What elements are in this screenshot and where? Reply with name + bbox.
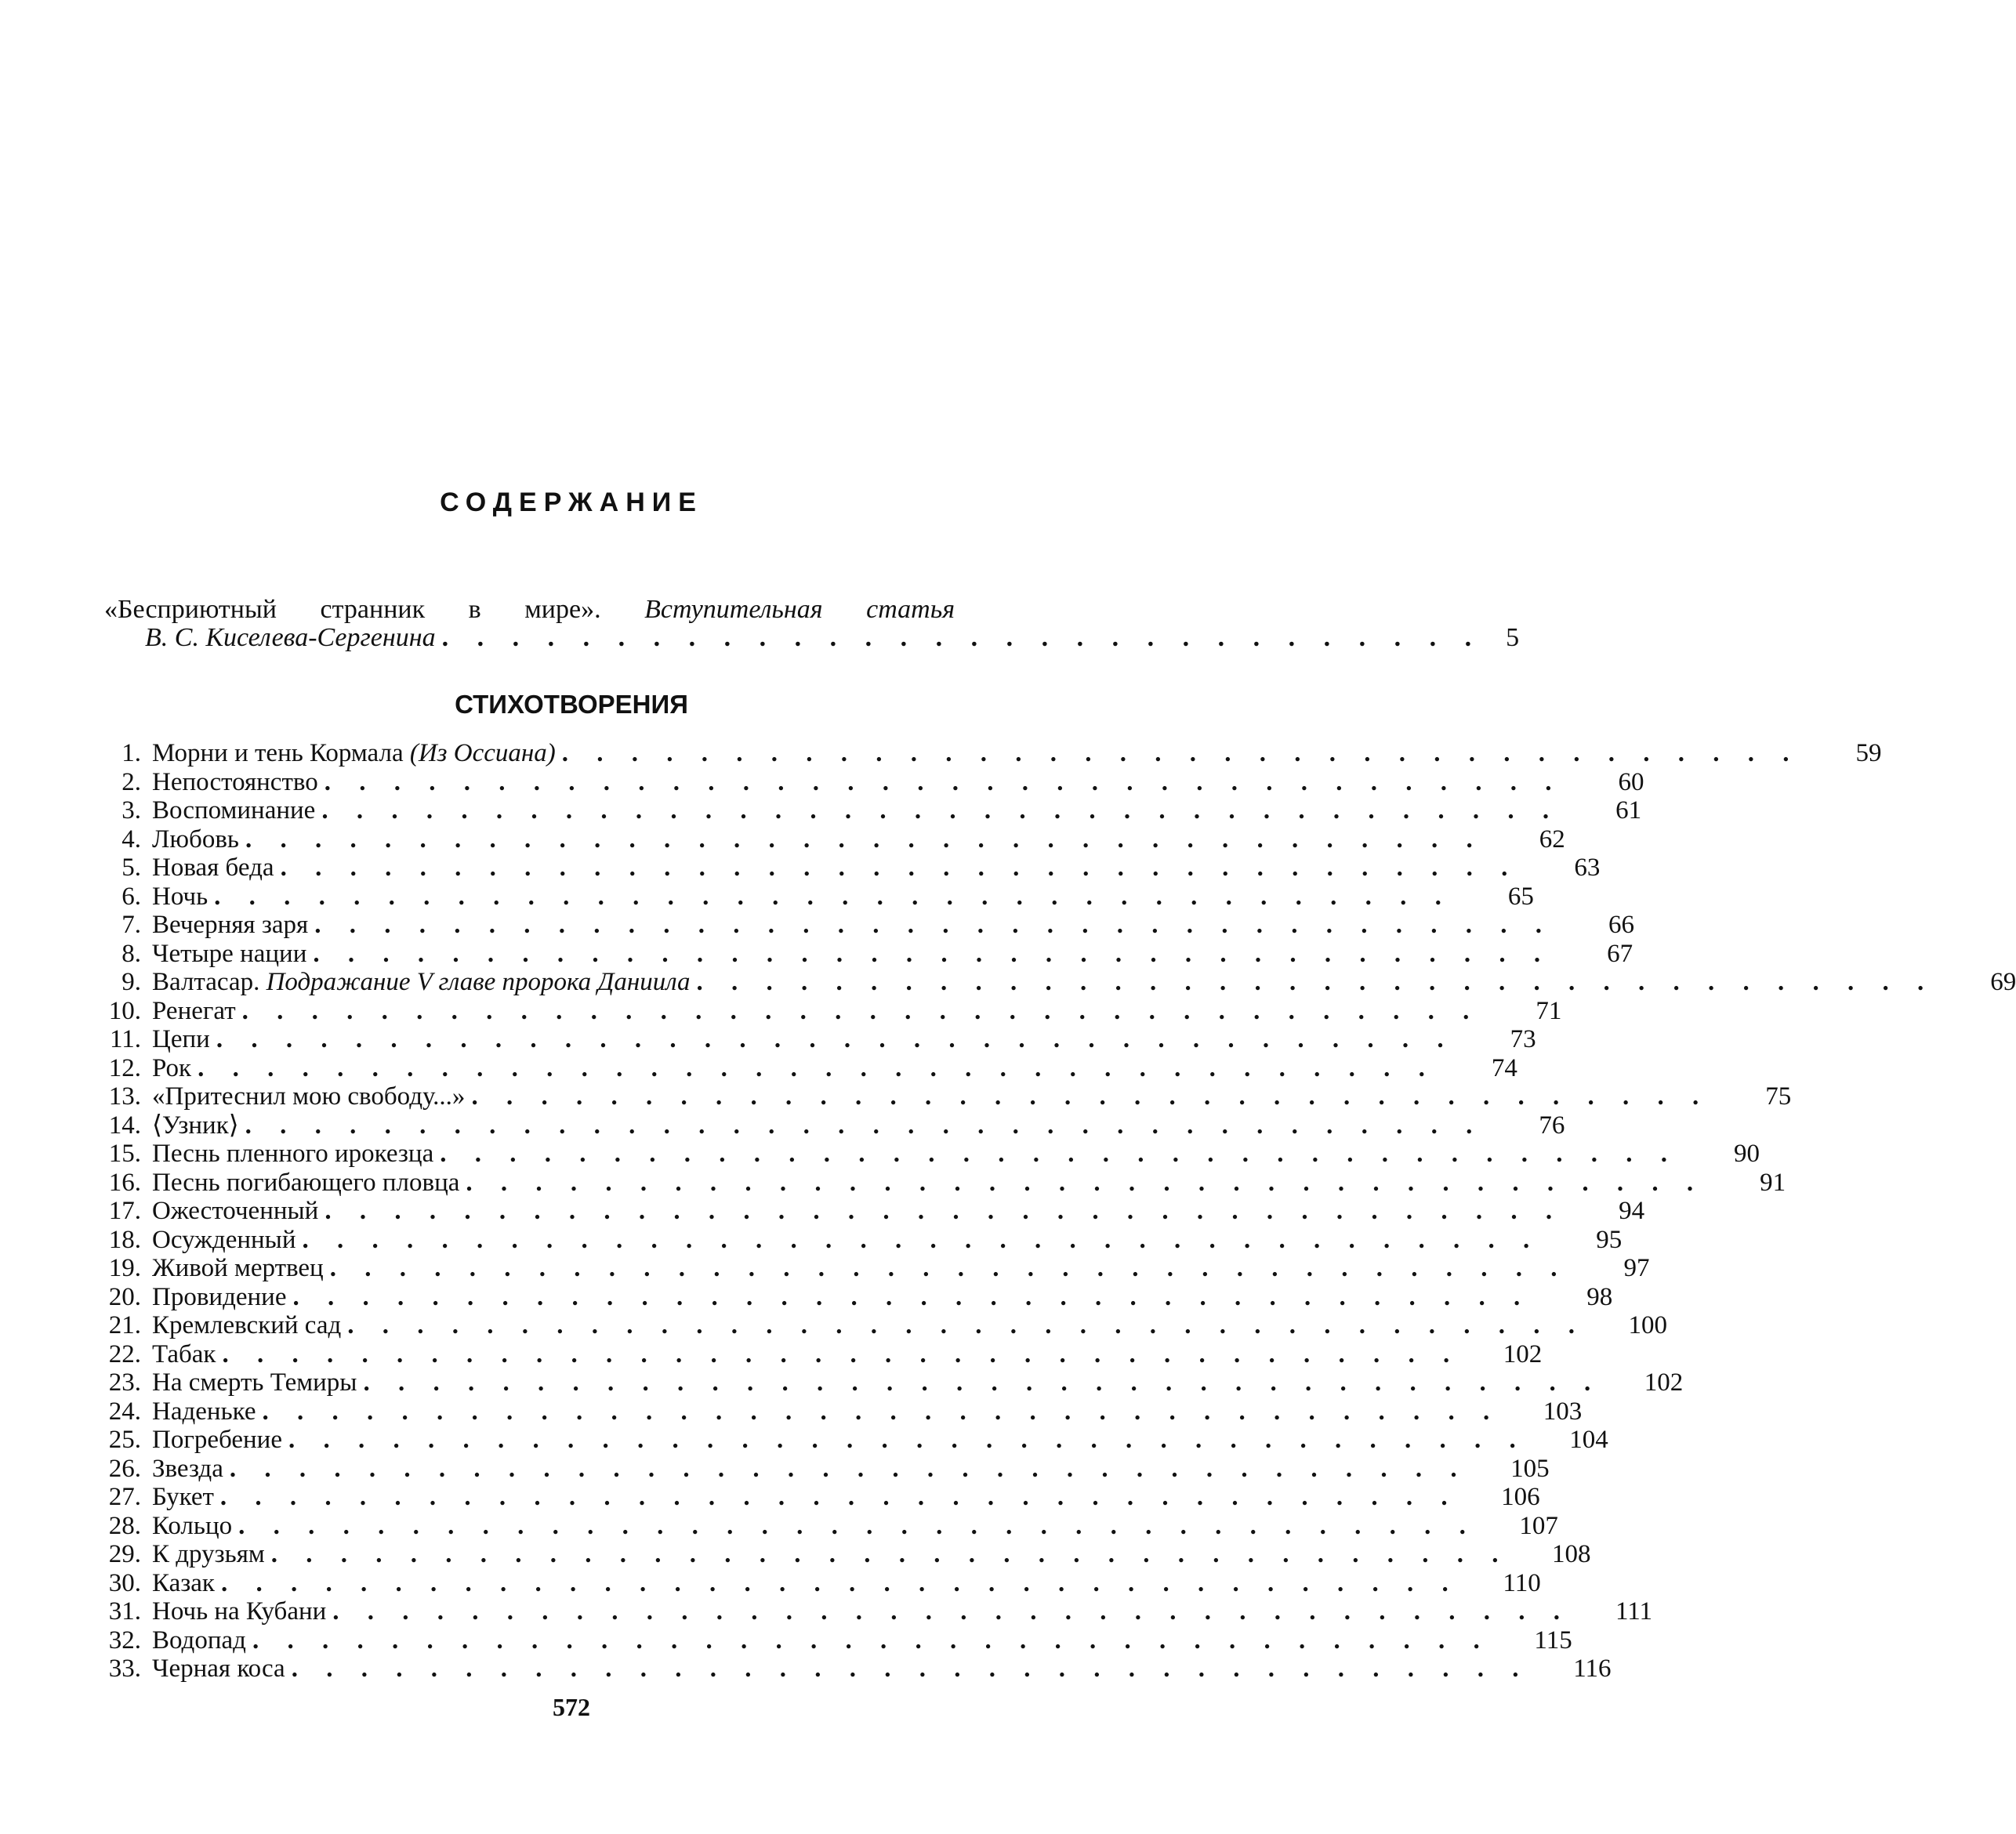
entry-page-number: 95 [1596, 1225, 1623, 1254]
dot-leader: . . . . . . . . . . . . . . . . . . . . . . . . . . . . . . . . . . . . [561, 739, 1800, 767]
entry-title-text: Казак [152, 1568, 215, 1597]
entry-page-number: 102 [1644, 1368, 1684, 1397]
dot-leader: . . . . . . . . . . . . . . . . . . . . . . . . . . . . . . . . . . . . [466, 1168, 1705, 1197]
entry-number: 17. [108, 1197, 141, 1225]
dot-leader: . . . . . . . . . . . . . . . . . . . . . . . . . . . . . . . . . . . . [214, 882, 1452, 911]
entry-page-number: 105 [1510, 1454, 1550, 1483]
entry-title-text: Погребение [152, 1426, 282, 1454]
entry-title-text: Любовь [152, 825, 239, 854]
entry-page-number: 98 [1586, 1282, 1613, 1311]
entry-number: 18. [108, 1225, 141, 1254]
intro-word: странник [320, 595, 426, 624]
dot-leader: . . . . . . . . . . . . . . . . . . . . . . . . . . . . . . . . . . . . [313, 939, 1552, 968]
entry-page-number: 103 [1543, 1397, 1583, 1426]
dot-leader: . . . . . . . . . . . . . . . . . . . . . . . . . . . . . . . . . . . . [291, 1655, 1530, 1683]
entry-title [152, 854, 274, 883]
entry-number: 7. [121, 911, 141, 939]
dot-leader: . . . . . . . . . . . . . . . . . . . . . . . . . . . . . . . . . . . . [292, 1282, 1532, 1311]
toc-entry [86, 767, 1644, 797]
dot-leader: . . . . . . . . . . . . . . . . . . . . . . . . . . . . . . . . . . . . [321, 796, 1561, 825]
entry-number: 10. [108, 996, 141, 1025]
toc-entry [86, 1254, 1650, 1283]
dot-leader: . . . . . . . . . . . . . . . . . . . . . . . . . . . . . . [441, 623, 1483, 652]
entry-page-number: 102 [1503, 1339, 1543, 1368]
entry-number: 1. [121, 739, 141, 767]
entry-title-text: Песнь пленного ирокезца [152, 1140, 434, 1168]
dot-leader: . . . . . . . . . . . . . . . . . . . . . . . . . . . . . . . . . . . . [324, 767, 1563, 796]
intro-word: Вступительная [644, 595, 823, 624]
entry-page-number: 111 [1615, 1597, 1653, 1626]
entry-number: 14. [108, 1111, 141, 1140]
dot-leader: . . . . . . . . . . . . . . . . . . . . . . . . . . . . . . . . . . . . [288, 1426, 1527, 1454]
entry-title [152, 1169, 459, 1198]
toc-entry [86, 825, 1565, 854]
entry-title-text: Ожесточенный [152, 1197, 319, 1225]
entry-title [152, 1569, 215, 1598]
intro-word: в [468, 595, 481, 624]
toc-entry [86, 1540, 1591, 1569]
entry-title [152, 883, 208, 912]
entry-page-number: 94 [1619, 1197, 1645, 1225]
entry-title-text: Ренегат [152, 996, 236, 1025]
entry-title [152, 1597, 326, 1626]
toc-entry [86, 1368, 1684, 1397]
entry-title-text: Ночь на Кубани [152, 1597, 327, 1626]
entry-title [152, 1340, 216, 1369]
toc-entry [86, 1626, 1572, 1655]
entry-title [152, 739, 556, 768]
dot-leader: . . . . . . . . . . . . . . . . . . . . . . . . . . . . . . . . . . . . [241, 996, 1481, 1025]
entry-page-number: 76 [1539, 1111, 1565, 1140]
entry-page-number: 75 [1765, 1082, 1792, 1111]
entry-title-text: Осужденный [152, 1225, 296, 1254]
entry-title-text: Рок [152, 1053, 192, 1082]
entry-number: 9. [121, 968, 141, 996]
toc-entry [86, 1197, 1645, 1226]
entry-number: 11. [109, 1025, 141, 1053]
intro-page-number: 5 [1506, 623, 1520, 652]
entry-title-text: Непостоянство [152, 767, 318, 796]
toc-entry [86, 1168, 1786, 1198]
entry-page-number: 108 [1552, 1540, 1591, 1568]
entry-page-number: 66 [1608, 911, 1634, 939]
toc-entry [86, 939, 1633, 969]
entry-title-text: Букет [152, 1483, 214, 1511]
section-title: СТИХОТВОРЕНИЯ [455, 690, 688, 719]
entry-title [152, 1455, 223, 1484]
entry-title-text: Табак [152, 1339, 216, 1368]
dot-leader: . . . . . . . . . . . . . . . . . . . . . . . . . . . . . . . . . . . . [238, 1511, 1477, 1540]
entry-number: 12. [108, 1053, 141, 1082]
entry-title-text: Кремлевский сад [152, 1311, 342, 1339]
entry-page-number: 62 [1539, 825, 1565, 854]
entry-title [152, 1082, 465, 1111]
dot-leader: . . . . . . . . . . . . . . . . . . . . . . . . . . . . . . . . . . . . [325, 1197, 1564, 1225]
entry-title [152, 1483, 214, 1512]
entry-number: 13. [108, 1082, 141, 1111]
toc-entry [86, 911, 1634, 940]
toc-entry [86, 1111, 1565, 1140]
dot-leader: . . . . . . . . . . . . . . . . . . . . . . . . . . . . . . . . . . . . [280, 854, 1519, 882]
entry-title [152, 1655, 285, 1684]
toc-entry [86, 1511, 1558, 1541]
entry-title-text: Вечерняя заря [152, 911, 309, 939]
entry-page-number: 59 [1855, 739, 1882, 767]
entry-title [152, 1254, 324, 1283]
entry-page-number: 116 [1573, 1655, 1612, 1683]
dot-leader: . . . . . . . . . . . . . . . . . . . . . . . . . . . . . . . . . . . . [270, 1540, 1510, 1568]
entry-title-text: Наденьке [152, 1397, 256, 1426]
toc-entry [86, 1140, 1760, 1169]
dot-leader: . . . . . . . . . . . . . . . . . . . . . . . . . . . . . . . . . . . . [229, 1454, 1468, 1483]
entry-number: 5. [121, 854, 141, 882]
entry-title [152, 1054, 191, 1083]
entry-title-text: Новая беда [152, 854, 274, 882]
dot-leader: . . . . . . . . . . . . . . . . . . . . . . . . . . . . . . . . . . . . [216, 1025, 1455, 1053]
toc-entry [86, 1282, 1613, 1312]
intro-line-1 [104, 596, 955, 624]
toc-entry [86, 1483, 1540, 1512]
entry-page-number: 65 [1507, 882, 1534, 911]
entry-number: 25. [108, 1426, 141, 1454]
dot-leader: . . . . . . . . . . . . . . . . . . . . . . . . . . . . . . . . . . . . [696, 968, 1935, 996]
dot-leader: . . . . . . . . . . . . . . . . . . . . . . . . . . . . . . . . . . . . [329, 1254, 1568, 1282]
entry-title-text: Валтасар. [152, 968, 267, 996]
entry-number: 6. [121, 882, 141, 911]
entry-title-text: Кольцо [152, 1511, 233, 1540]
dot-leader: . . . . . . . . . . . . . . . . . . . . . . . . . . . . . . . . . . . . [219, 1483, 1459, 1511]
dot-leader: . . . . . . . . . . . . . . . . . . . . . . . . . . . . . . . . . . . . [363, 1368, 1602, 1397]
toc-entry [86, 1655, 1612, 1684]
toc-entry [86, 882, 1534, 912]
dot-leader: . . . . . . . . . . . . . . . . . . . . . . . . . . . . . . . . . . . . [332, 1597, 1572, 1626]
entry-title [152, 1540, 265, 1569]
entry-title-text: Провидение [152, 1282, 287, 1311]
entry-number: 15. [108, 1140, 141, 1168]
dot-leader: . . . . . . . . . . . . . . . . . . . . . . . . . . . . . . . . . . . . [252, 1626, 1491, 1655]
entry-number: 28. [108, 1511, 141, 1540]
entry-page-number: 90 [1733, 1140, 1760, 1168]
dot-leader: . . . . . . . . . . . . . . . . . . . . . . . . . . . . . . . . . . . . [222, 1339, 1461, 1368]
entry-page-number: 104 [1569, 1426, 1608, 1454]
toc-entry [86, 1454, 1550, 1484]
entry-number: 24. [108, 1397, 141, 1426]
entry-title-text: На смерть Темиры [152, 1368, 357, 1397]
entry-page-number: 67 [1607, 939, 1633, 968]
entry-number: 19. [108, 1254, 141, 1282]
entry-number: 33. [108, 1655, 141, 1683]
entry-page-number: 73 [1510, 1025, 1536, 1053]
dot-leader: . . . . . . . . . . . . . . . . . . . . . . . . . . . . . . . . . . . . [347, 1311, 1586, 1339]
toc-entry [86, 1053, 1517, 1083]
entry-title [152, 1140, 433, 1169]
toc-entry [86, 1025, 1536, 1054]
entry-title [152, 1111, 239, 1140]
entry-title-italic: Подражание V главе пророка Даниила [266, 968, 691, 996]
entry-title [152, 968, 691, 997]
entry-number: 4. [121, 825, 141, 854]
entry-title [152, 1397, 256, 1426]
entry-title [152, 796, 315, 825]
entry-number: 26. [108, 1454, 141, 1483]
entry-title [152, 1512, 232, 1541]
entry-title-text: ⟨Узник⟩ [152, 1111, 239, 1140]
intro-word: мире». [524, 595, 601, 624]
entry-title [152, 1197, 318, 1226]
entry-number: 22. [108, 1339, 141, 1368]
entry-number: 8. [121, 939, 141, 968]
toc-entry [86, 854, 1601, 883]
entry-page-number: 63 [1574, 854, 1601, 882]
intro-line-2 [104, 623, 1520, 652]
dot-leader: . . . . . . . . . . . . . . . . . . . . . . . . . . . . . . . . . . . . [262, 1397, 1501, 1426]
toc-list [86, 739, 2016, 1684]
entry-title-text: Цепи [152, 1025, 210, 1053]
entry-page-number: 110 [1503, 1568, 1541, 1597]
entry-title [152, 1025, 210, 1054]
entry-title [152, 1311, 341, 1340]
entry-title [152, 911, 308, 940]
entry-title-text: Водопад [152, 1626, 246, 1655]
dot-leader: . . . . . . . . . . . . . . . . . . . . . . . . . . . . . . . . . . . . [314, 911, 1553, 939]
entry-page-number: 61 [1615, 796, 1642, 825]
toc-entry [86, 1568, 1541, 1598]
toc-entry [86, 739, 1882, 768]
entry-number: 20. [108, 1282, 141, 1311]
entry-title [152, 825, 239, 854]
entry-page-number: 71 [1536, 996, 1562, 1025]
entry-number: 16. [108, 1168, 141, 1197]
intro-word: статья [866, 595, 955, 624]
page-number: 572 [553, 1693, 590, 1721]
toc-entry [86, 796, 1642, 825]
entry-title-text: Воспоминание [152, 796, 316, 825]
dot-leader: . . . . . . . . . . . . . . . . . . . . . . . . . . . . . . . . . . . . [245, 1111, 1484, 1140]
dot-leader: . . . . . . . . . . . . . . . . . . . . . . . . . . . . . . . . . . . . [220, 1568, 1459, 1597]
entry-number: 30. [108, 1568, 141, 1597]
toc-entry [86, 1426, 1608, 1455]
entry-page-number: 115 [1534, 1626, 1572, 1655]
entry-title-text: Черная коса [152, 1655, 285, 1683]
entry-title-text: Морни и тень Кормала [152, 739, 410, 767]
entry-page-number: 74 [1491, 1053, 1517, 1082]
entry-number: 2. [121, 767, 141, 796]
dot-leader: . . . . . . . . . . . . . . . . . . . . . . . . . . . . . . . . . . . . [440, 1140, 1678, 1168]
intro-author: В. С. Киселева-Сергенина [145, 623, 436, 652]
entry-title [152, 1283, 286, 1312]
dot-leader: . . . . . . . . . . . . . . . . . . . . . . . . . . . . . . . . . . . . [471, 1082, 1710, 1111]
dot-leader: . . . . . . . . . . . . . . . . . . . . . . . . . . . . . . . . . . . . [198, 1053, 1436, 1082]
toc-entry [86, 1082, 1792, 1111]
entry-page-number: 60 [1618, 767, 1644, 796]
entry-page-number: 107 [1519, 1511, 1558, 1540]
entry-number: 29. [108, 1540, 141, 1568]
entry-title-text: Четыре нации [152, 939, 307, 968]
entry-title-italic: (Из Оссиана) [409, 739, 556, 767]
entry-number: 3. [121, 796, 141, 825]
entry-title [152, 768, 318, 797]
dot-leader: . . . . . . . . . . . . . . . . . . . . . . . . . . . . . . . . . . . . [245, 825, 1484, 854]
entry-title [152, 940, 306, 969]
entry-title [152, 1426, 282, 1455]
entry-title [152, 1226, 296, 1255]
entry-title-text: К друзьям [152, 1540, 265, 1568]
toc-entry [86, 1339, 1543, 1369]
toc-entry [86, 996, 1562, 1026]
entry-title-text: Песнь погибающего пловца [152, 1168, 460, 1197]
entry-number: 23. [108, 1368, 141, 1397]
entry-page-number: 91 [1760, 1168, 1786, 1197]
entry-title [152, 1626, 246, 1655]
entry-page-number: 69 [1990, 968, 2016, 996]
entry-number: 32. [108, 1626, 141, 1655]
entry-title-text: Живой мертвец [152, 1254, 324, 1282]
entry-number: 31. [108, 1597, 141, 1626]
entry-page-number: 97 [1623, 1254, 1650, 1282]
entry-page-number: 100 [1628, 1311, 1668, 1339]
intro-entry [104, 595, 1520, 652]
dot-leader: . . . . . . . . . . . . . . . . . . . . . . . . . . . . . . . . . . . . [302, 1225, 1541, 1254]
entry-number: 21. [108, 1311, 141, 1339]
entry-title [152, 997, 236, 1026]
page-heading: СОДЕРЖАНИЕ [440, 487, 703, 517]
entry-title-text: «Притеснил мою свободу...» [152, 1082, 466, 1111]
entry-page-number: 106 [1501, 1483, 1540, 1511]
entry-title-text: Ночь [152, 882, 208, 911]
toc-entry [86, 968, 2016, 997]
entry-title-text: Звезда [152, 1454, 223, 1483]
entry-number: 27. [108, 1483, 141, 1511]
toc-entry [86, 1225, 1623, 1255]
toc-entry [86, 1311, 1668, 1340]
entry-title [152, 1368, 357, 1397]
toc-entry [86, 1597, 1653, 1626]
toc-entry [86, 1397, 1583, 1426]
intro-word: «Бесприютный [104, 595, 277, 624]
